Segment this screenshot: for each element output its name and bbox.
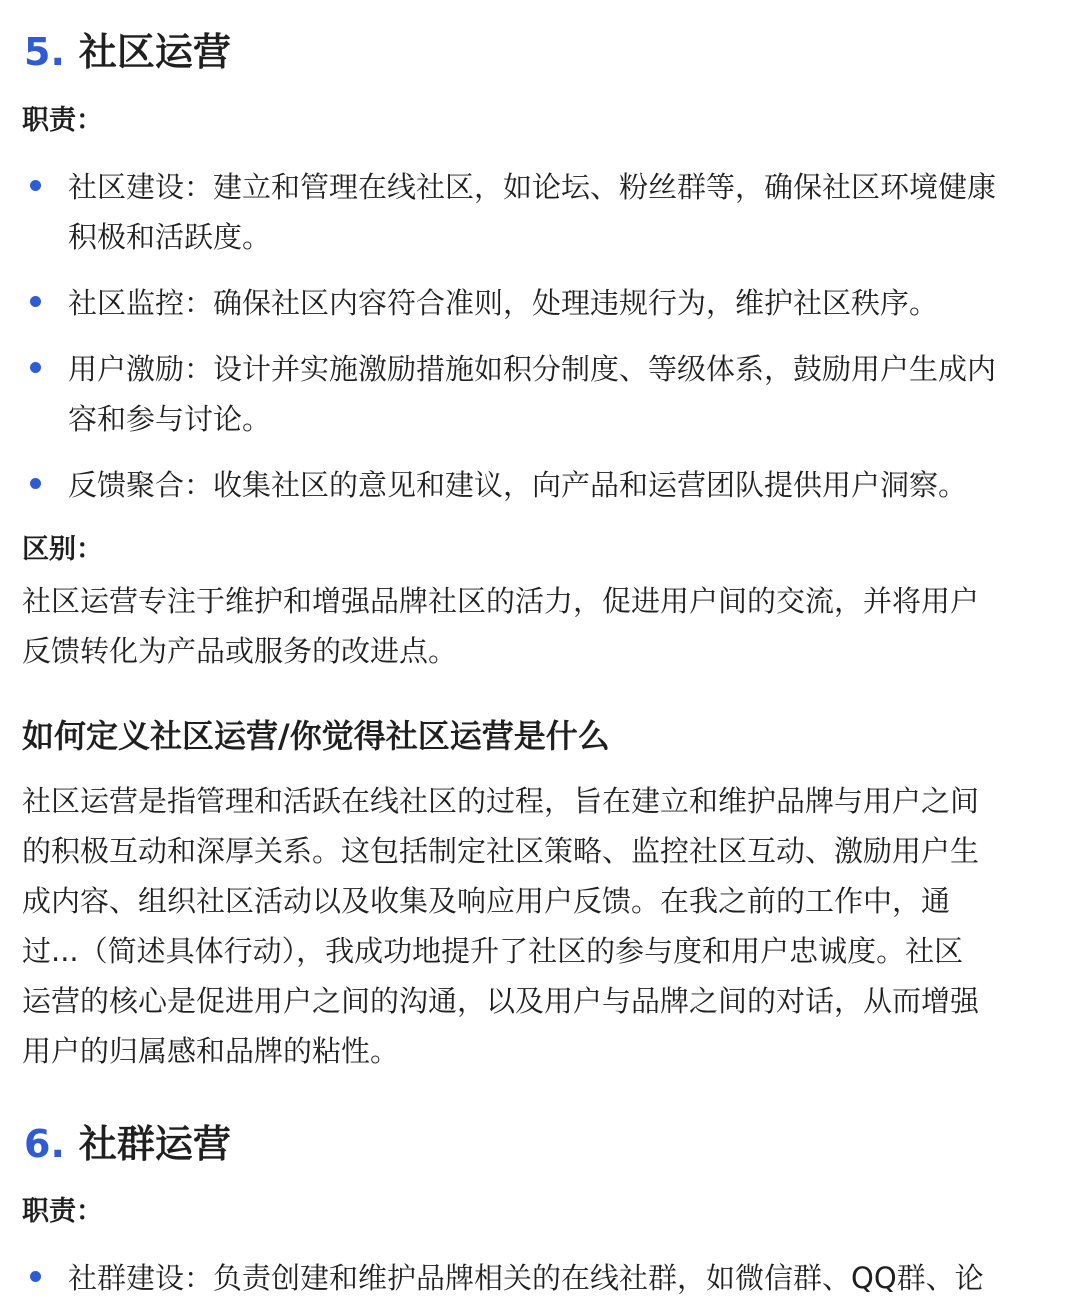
- bullet-icon: [30, 362, 41, 373]
- paragraph-line: 用户的归属感和品牌的粘性。: [22, 1034, 400, 1068]
- section-5-title: [24, 28, 231, 76]
- definition-heading: 如何定义社区运营/你觉得社区运营是什么: [22, 717, 610, 755]
- section-6-title-text: 社群运营: [78, 1122, 231, 1166]
- section-5-difference-label: 区别：: [22, 534, 103, 565]
- section-6-duties-label: 职责：: [22, 1196, 103, 1227]
- section-5-number: 5.: [24, 30, 65, 74]
- list-item-line: 社区监控：确保社区内容符合准则，处理违规行为，维护社区秩序。: [68, 286, 939, 320]
- paragraph-line: 过...（简述具体行动），我成功地提升了社区的参与度和用户忠诚度。社区: [22, 934, 964, 968]
- list-item-line: 反馈聚合：收集社区的意见和建议，向产品和运营团队提供用户洞察。: [68, 468, 968, 502]
- paragraph-line: 社区运营专注于维护和增强品牌社区的活力，促进用户间的交流，并将用户: [22, 584, 980, 618]
- section-6-number: 6.: [24, 1122, 65, 1166]
- paragraph-line: 社区运营是指管理和活跃在线社区的过程，旨在建立和维护品牌与用户之间: [22, 784, 980, 818]
- list-item-line: 社群建设：负责创建和维护品牌相关的在线社群，如微信群、QQ群、论: [68, 1261, 984, 1295]
- paragraph-line: 反馈转化为产品或服务的改进点。: [22, 634, 458, 668]
- section-5-duties-label: 职责：: [22, 105, 103, 136]
- bullet-icon: [30, 1271, 41, 1282]
- list-item-line: 社区建设：建立和管理在线社区，如论坛、粉丝群等，确保社区环境健康: [68, 170, 997, 204]
- bullet-icon: [30, 296, 41, 307]
- section-6-title: [24, 1120, 231, 1168]
- list-item-line: 用户激励：设计并实施激励措施如积分制度、等级体系，鼓励用户生成内: [68, 352, 997, 386]
- list-item-line: 积极和活跃度。: [68, 220, 272, 254]
- bullet-icon: [30, 478, 41, 489]
- paragraph-line: 成内容、组织社区活动以及收集及响应用户反馈。在我之前的工作中，通: [22, 884, 951, 918]
- bullet-icon: [30, 180, 41, 191]
- section-5-difference-text: [22, 576, 1062, 676]
- definition-paragraph: [22, 776, 1062, 1076]
- section-5-title-text: 社区运营: [78, 30, 231, 74]
- paragraph-line: 运营的核心是促进用户之间的沟通，以及用户与品牌之间的对话，从而增强: [22, 984, 980, 1018]
- list-item-line: 容和参与讨论。: [68, 402, 272, 436]
- paragraph-line: 的积极互动和深厚关系。这包括制定社区策略、监控社区互动、激励用户生: [22, 834, 980, 868]
